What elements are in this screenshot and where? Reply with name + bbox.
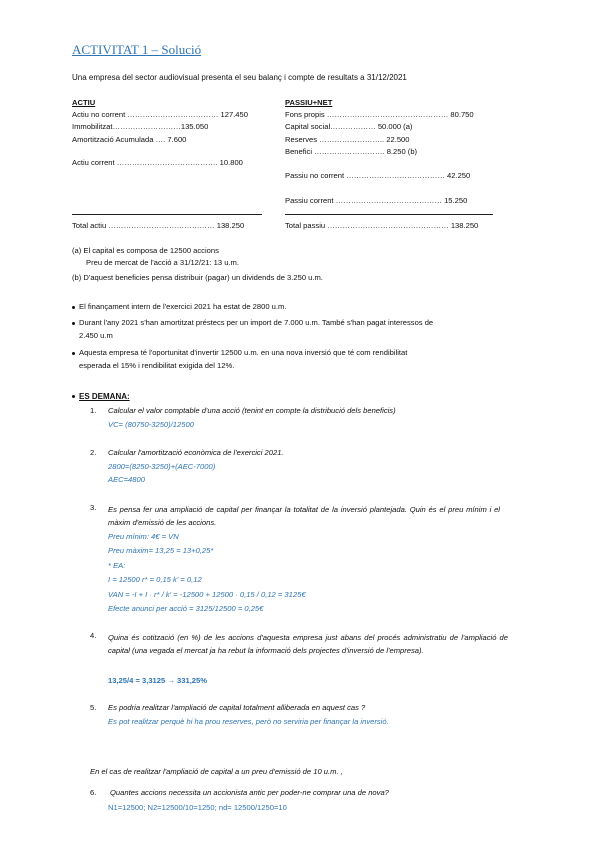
answer-line: 13,25/4 = 3,3125 → 331,25% (108, 676, 208, 685)
answer-line: * EA: (108, 561, 126, 570)
answer-line: AEC=4800 (108, 475, 145, 484)
question-text: Quina és cotització (en %) de les accions d'aquesta empresa just abans del procés administratiu de l'ampliació de capital (una vegada el mercat ja ha rebut la informació dels projectes d'inversió de l'empresa). (108, 633, 508, 655)
passiu-total-divider (285, 214, 493, 215)
bullet-item (72, 302, 286, 311)
question-text: Calcular el valor comptable d'una acció (tenint en compte la distribució dels beneficis) (108, 406, 396, 415)
bullet-item (72, 318, 433, 327)
case-note: En el cas de realitzar l'ampliació de capital a un preu d'emissió de 10 u.m. , (90, 767, 343, 776)
bullet-icon (72, 306, 75, 309)
es-demana-heading (72, 392, 130, 401)
answer-line: VC= (80750-3250)/12500 (108, 420, 194, 429)
bullet-text: Durant l'any 2021 s'han amortitzat préstecs per un import de 7.000 u.m. També s'han pagat interessos de (79, 318, 434, 327)
actiu-row: Actiu no corrent ……………………………… 127.450 (72, 110, 248, 119)
answer-line: N1=12500; N2=12500/10=1250; nd= 12500/1250=10 (108, 803, 287, 812)
bullet-text: El finançament intern de l'exercici 2021 ha estat de 2800 u.m. (79, 302, 287, 311)
bullet-icon (72, 395, 75, 398)
note-a: (a) El capital es composa de 12500 accions (72, 246, 219, 255)
answer-line: VAN = -I + I · r* / k' = -12500 + 12500 · 0,15 / 0,12 = 3125€ (108, 590, 306, 599)
actiu-row: Actiu corrent …………………………………. 10.800 (72, 158, 243, 167)
bullet-icon (72, 322, 75, 325)
passiu-row: Passiu no corrent ………………………………… 42.250 (285, 171, 471, 180)
bullet-continuation: 2.450 u.m (79, 331, 113, 340)
passiu-row: Passiu corrent …………………………………… 15.250 (285, 196, 468, 205)
passiu-row: Benefici ………………………. 8.250 (b) (285, 147, 418, 156)
actiu-total-divider (72, 214, 262, 215)
question-1 (90, 406, 396, 415)
question-2 (90, 448, 284, 457)
passiu-row: Fons propis ………………………………………… 80.750 (285, 110, 474, 119)
page-title: ACTIVITAT 1 – Solució (72, 42, 202, 57)
intro-text: Una empresa del sector audiovisual presenta el seu balanç i compte de resultats a 31/12/2021 (72, 73, 407, 82)
question-text: Es podria realitzar l'ampliació de capital totalment alliberada en aquest cas ? (108, 703, 366, 712)
question-number: 5. (90, 703, 97, 712)
question-number: 3. (90, 503, 97, 512)
note-a-price: Preu de mercat de l'acció a 31/12/21: 13 u.m. (86, 258, 239, 267)
note-b: (b) D'aquest beneficies pensa distribuir (pagar) un dividends de 3.250 u.m. (72, 273, 323, 282)
es-demana-label: ES DEMANA: (79, 392, 130, 401)
passiu-header: PASSIU+NET (285, 98, 333, 107)
actiu-total: Total actiu …………………………………… 138.250 (72, 221, 245, 230)
bullet-text: Aquesta empresa té l'oportunitat d'invertir 12500 u.m. en una nova inversió que té com rendibilitat (79, 348, 408, 357)
question-text: Quantes accions necessita un accionista antic per poder-ne comprar una de nova? (110, 788, 389, 797)
question-3 (90, 503, 500, 529)
question-number: 6. (90, 788, 97, 797)
bullet-icon (72, 352, 75, 355)
question-number: 2. (90, 448, 97, 457)
actiu-header: ACTIU (72, 98, 96, 107)
question-text: Calcular l'amortització econòmica de l'exercici 2021. (108, 448, 284, 457)
answer-line: 2800=(8250-3250)+(AEC-7000) (108, 462, 216, 471)
answer-line: Preu mínim: 4€ = VN (108, 532, 179, 541)
question-number: 4. (90, 631, 97, 640)
answer-line: Preu màxim= 13,25 = 13+0,25* (108, 546, 214, 555)
passiu-row: Capital social……………… 50.000 (a) (285, 122, 413, 131)
passiu-row: Reserves …………………….. 22.500 (285, 135, 410, 144)
question-5 (90, 703, 365, 712)
actiu-row: Immobilitzat………………………135.050 (72, 122, 209, 131)
actiu-row: Amortització Acumulada …. 7.600 (72, 135, 187, 144)
question-6 (90, 788, 389, 797)
answer-line: I = 12500 r* = 0,15 k' = 0,12 (108, 575, 202, 584)
bullet-continuation: esperada el 15% i rendibilitat exigida del 12%. (79, 361, 235, 370)
passiu-total: Total passiu ………………………………………… 138.250 (285, 221, 479, 230)
answer-line: Es pot realitzar perquè hi ha prou reserves, però no serviria per finançar la inversió. (108, 717, 389, 726)
question-4 (90, 631, 508, 657)
bullet-item (72, 348, 407, 357)
answer-line: Efecte anunci per acció = 3125/12500 = 0,25€ (108, 604, 264, 613)
question-number: 1. (90, 406, 97, 415)
question-text: Es pensa fer una ampliació de capital per finançar la totalitat de la inversió plantejada. Quin és el preu mínim i el màxim d'emissió de les accions. (108, 505, 500, 527)
